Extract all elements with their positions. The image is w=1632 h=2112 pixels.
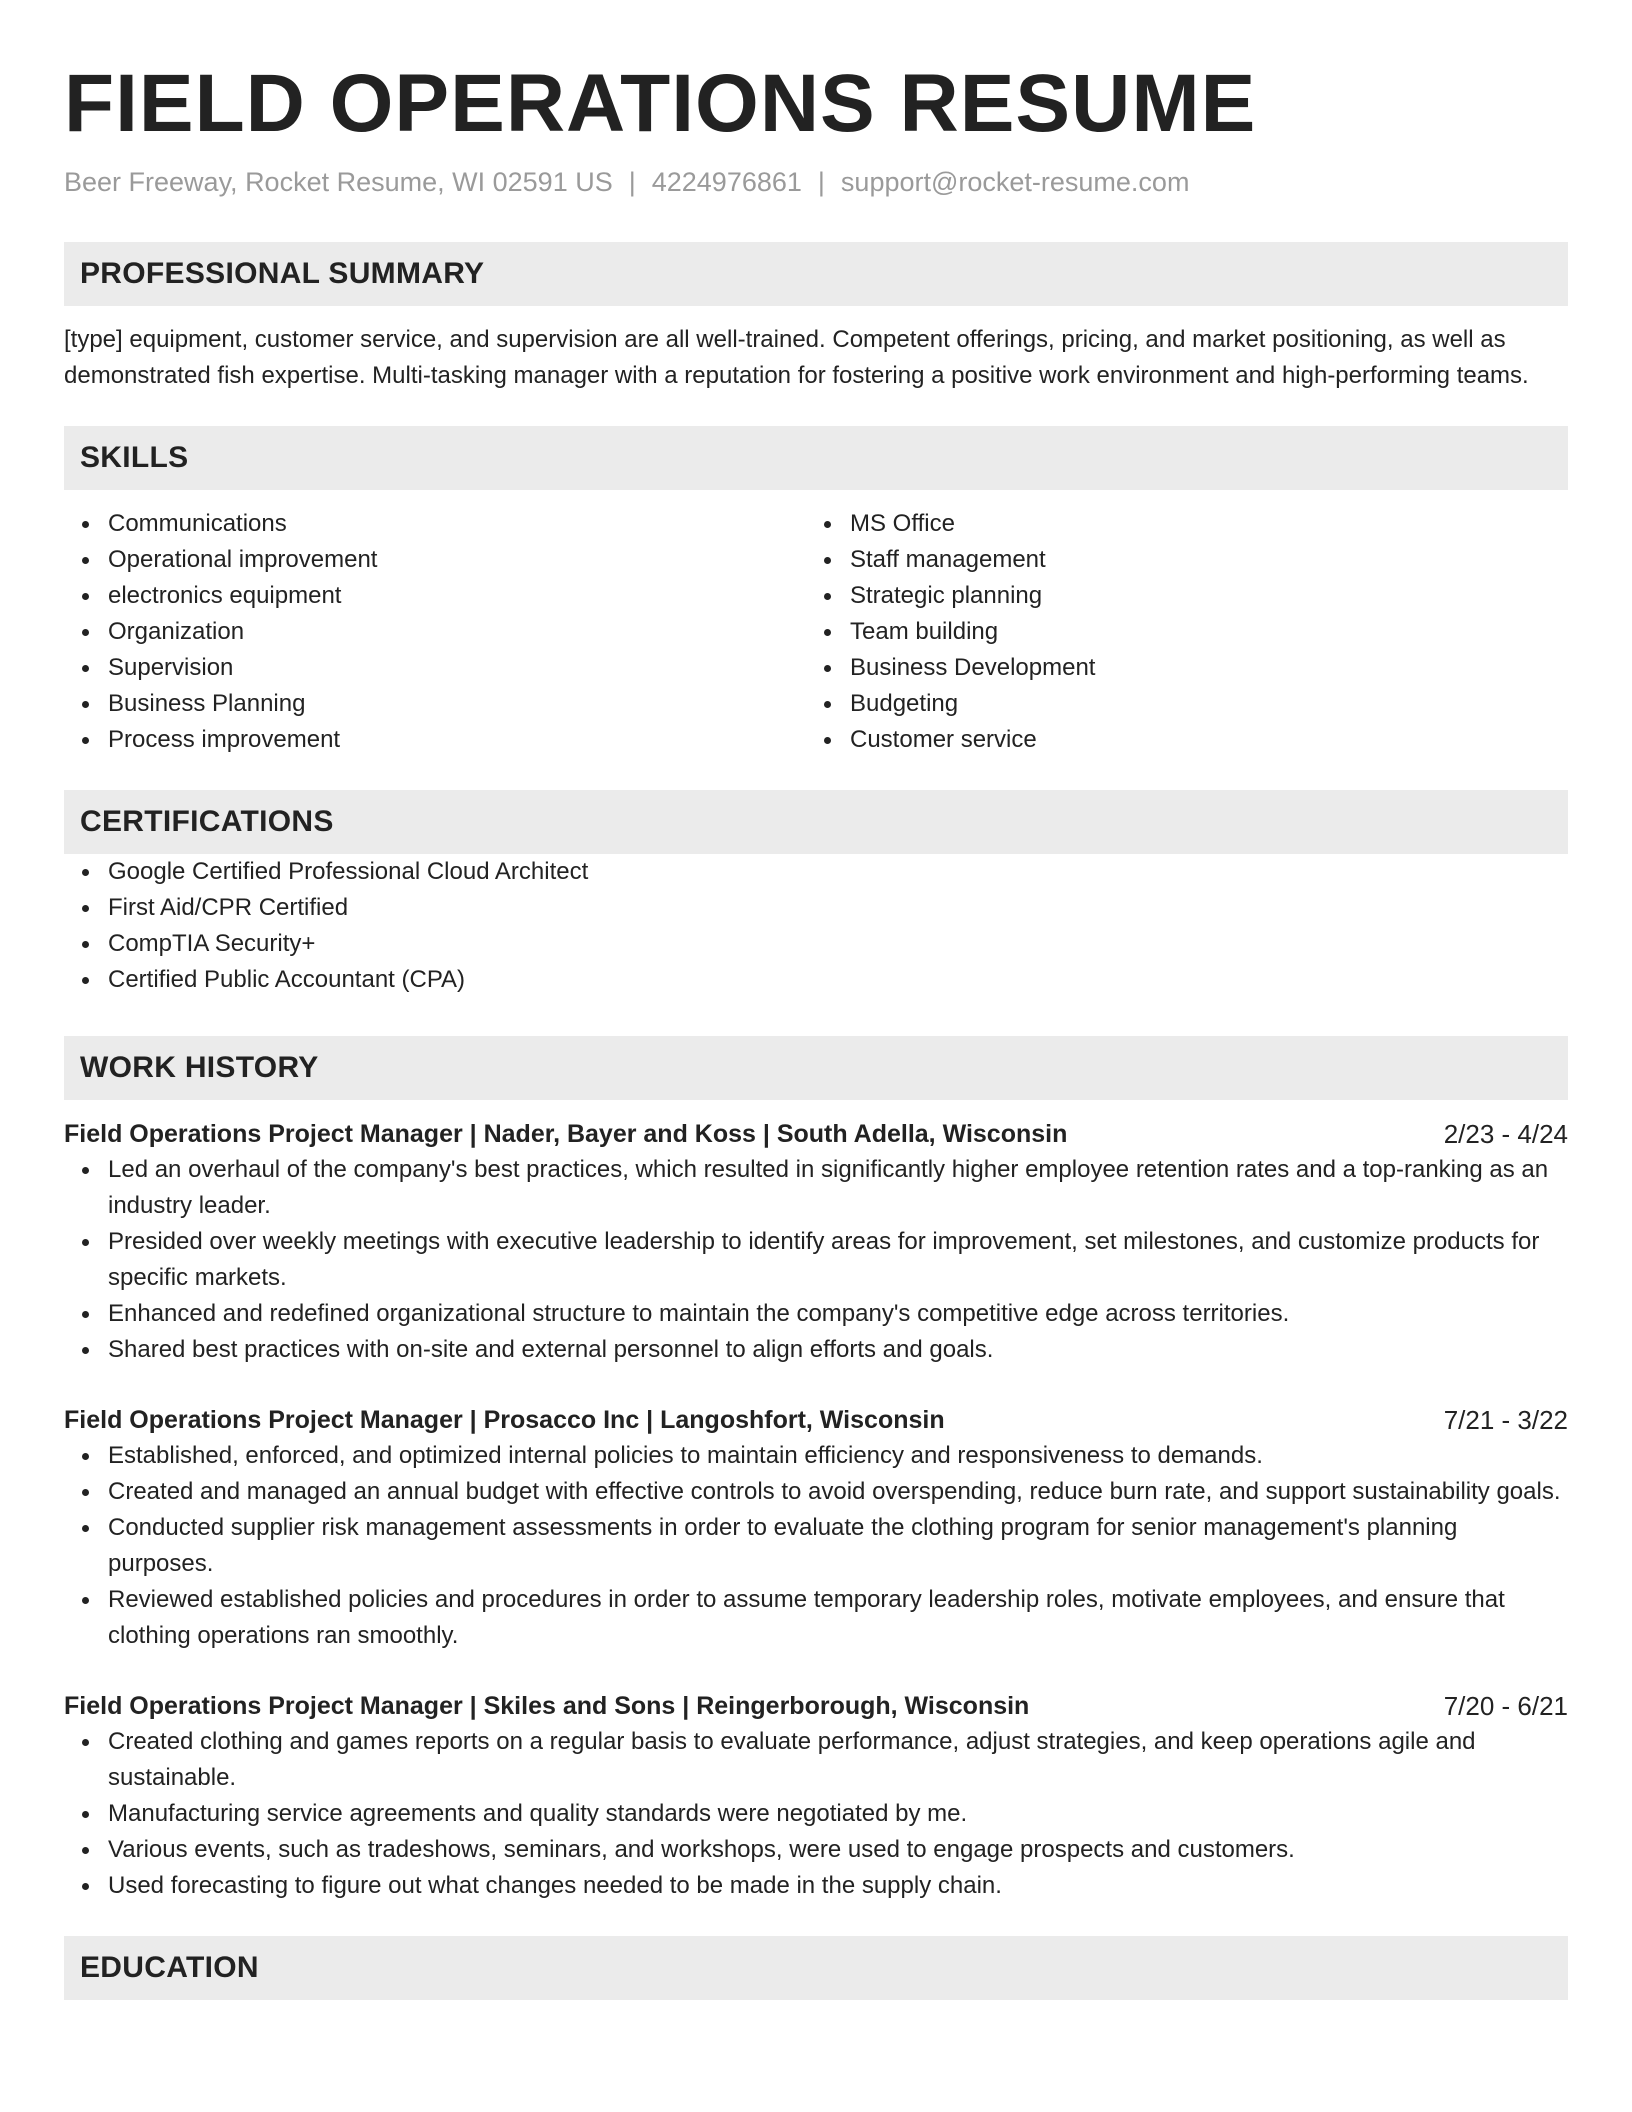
job-bullets	[64, 1152, 1568, 1368]
job-bullet: Established, enforced, and optimized internal policies to maintain efficiency and responsiveness to demands.	[108, 1438, 1568, 1474]
skill-item: Operational improvement	[108, 542, 806, 578]
skill-item: Customer service	[850, 722, 1548, 758]
section-header-education: EDUCATION	[64, 1936, 1568, 2000]
skill-item: Supervision	[108, 650, 806, 686]
job-bullet: Led an overhaul of the company's best practices, which resulted in significantly higher employee retention rates and a top-ranking as an industry leader.	[108, 1152, 1568, 1224]
contact-separator: |	[628, 167, 636, 197]
contact-separator: |	[817, 167, 825, 197]
skill-item: Organization	[108, 614, 806, 650]
contact-phone: 4224976861	[651, 167, 802, 197]
job-header	[64, 1688, 1568, 1724]
job-bullet: Various events, such as tradeshows, seminars, and workshops, were used to engage prospects and customers.	[108, 1832, 1568, 1868]
skill-item: Business Planning	[108, 686, 806, 722]
certification-item: CompTIA Security+	[108, 926, 1568, 962]
contact-address: Beer Freeway, Rocket Resume, WI 02591 US	[64, 167, 613, 197]
skill-item: Strategic planning	[850, 578, 1548, 614]
job-title: Field Operations Project Manager | Skiles and Sons | Reingerborough, Wisconsin	[64, 1692, 1030, 1720]
job-bullet: Presided over weekly meetings with executive leadership to identify areas for improvement, set milestones, and customize products for specific markets.	[108, 1224, 1568, 1296]
skill-item: electronics equipment	[108, 578, 806, 614]
skill-item: Communications	[108, 506, 806, 542]
job-dates: 7/21 - 3/22	[1443, 1405, 1568, 1435]
job-bullets	[64, 1438, 1568, 1654]
skill-item: Staff management	[850, 542, 1548, 578]
job-bullet: Enhanced and redefined organizational structure to maintain the company's competitive edge across territories.	[108, 1296, 1568, 1332]
certification-item: Google Certified Professional Cloud Architect	[108, 854, 1568, 890]
skill-item: MS Office	[850, 506, 1548, 542]
section-header-skills: SKILLS	[64, 426, 1568, 490]
skill-item: Process improvement	[108, 722, 806, 758]
skill-item: Team building	[850, 614, 1548, 650]
job-bullet: Used forecasting to figure out what changes needed to be made in the supply chain.	[108, 1868, 1568, 1904]
contact-email: support@rocket-resume.com	[840, 167, 1190, 197]
job-header	[64, 1116, 1568, 1152]
certification-item: First Aid/CPR Certified	[108, 890, 1568, 926]
job-bullet: Manufacturing service agreements and quality standards were negotiated by me.	[108, 1796, 1568, 1832]
job-bullet: Shared best practices with on-site and external personnel to align efforts and goals.	[108, 1332, 1568, 1368]
job-title: Field Operations Project Manager | Prosacco Inc | Langoshfort, Wisconsin	[64, 1406, 945, 1434]
job-bullet: Created and managed an annual budget with effective controls to avoid overspending, reduce burn rate, and support sustainability goals.	[108, 1474, 1568, 1510]
job-dates: 2/23 - 4/24	[1443, 1119, 1568, 1149]
skills-grid	[64, 506, 1568, 758]
section-header-certifications: CERTIFICATIONS	[64, 790, 1568, 854]
summary-text: [type] equipment, customer service, and supervision are all well-trained. Competent offerings, pricing, and market positioning, as well as demonstrated fish expertise. Multi-tasking manager with a reputation for fostering a positive work environment and high-performing teams.	[64, 326, 1529, 389]
resume-title: FIELD OPERATIONS RESUME	[64, 58, 1257, 149]
section-header-professional-summary: PROFESSIONAL SUMMARY	[64, 242, 1568, 306]
certifications-list	[64, 854, 1568, 998]
job-bullet: Created clothing and games reports on a regular basis to evaluate performance, adjust strategies, and keep operations agile and sustainable.	[108, 1724, 1568, 1796]
certification-item: Certified Public Accountant (CPA)	[108, 962, 1568, 998]
job-bullets	[64, 1724, 1568, 1904]
job-dates: 7/20 - 6/21	[1443, 1691, 1568, 1721]
section-header-work-history: WORK HISTORY	[64, 1036, 1568, 1100]
resume-content	[64, 0, 1568, 2000]
contact-line	[64, 164, 1568, 200]
skill-item: Business Development	[850, 650, 1548, 686]
job-bullet: Conducted supplier risk management assessments in order to evaluate the clothing program for senior management's planning purposes.	[108, 1510, 1568, 1582]
job-title: Field Operations Project Manager | Nader, Bayer and Koss | South Adella, Wisconsin	[64, 1120, 1068, 1148]
skill-item: Budgeting	[850, 686, 1548, 722]
skills-column-right	[806, 506, 1548, 758]
skills-column-left	[64, 506, 806, 758]
job-bullet: Reviewed established policies and procedures in order to assume temporary leadership roles, motivate employees, and ensure that clothing operations ran smoothly.	[108, 1582, 1568, 1654]
job-header	[64, 1402, 1568, 1438]
